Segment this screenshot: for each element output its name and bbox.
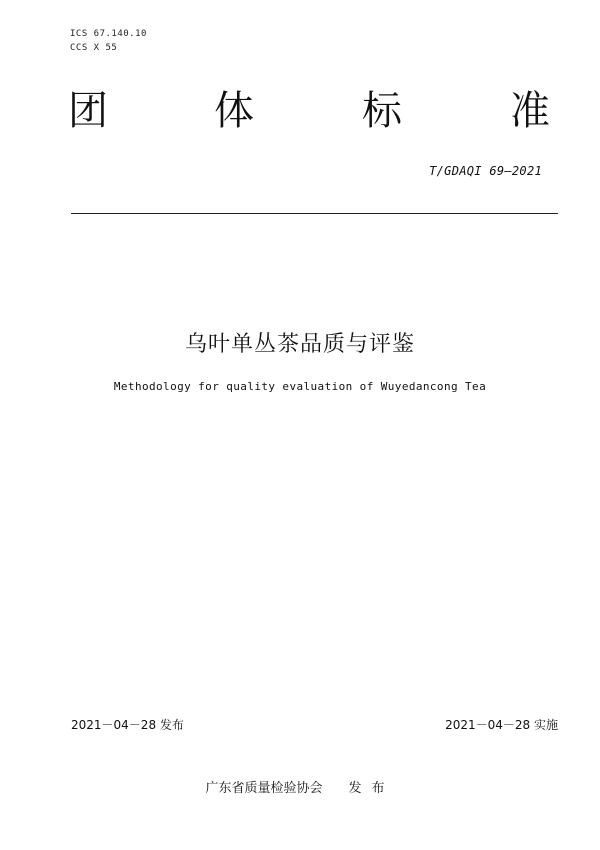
standard-type-char-1: 团 [68, 88, 108, 134]
standard-type-char-4: 准 [510, 88, 550, 134]
standard-type-char-3: 标 [362, 88, 402, 134]
publisher-organization: 广东省质量检验协会 [205, 781, 323, 796]
ics-code: ICS 67.140.10 [70, 29, 147, 39]
standard-number: T/GDAQI 69—2021 [429, 164, 542, 178]
publish-date: 2021－04－28 发布 [71, 718, 184, 732]
standard-type-char-2: 体 [214, 88, 254, 134]
document-title-english: Methodology for quality evaluation of Wuyedancong Tea [113, 380, 487, 393]
implementation-date: 2021－04－28 实施 [445, 718, 558, 732]
document-title-chinese: 乌叶单丛茶品质与评鉴 [184, 332, 415, 357]
header-divider [71, 213, 558, 214]
publisher-action: 发布 [348, 781, 395, 796]
ccs-code: CCS X 55 [70, 43, 118, 53]
publisher-line [0, 777, 600, 796]
